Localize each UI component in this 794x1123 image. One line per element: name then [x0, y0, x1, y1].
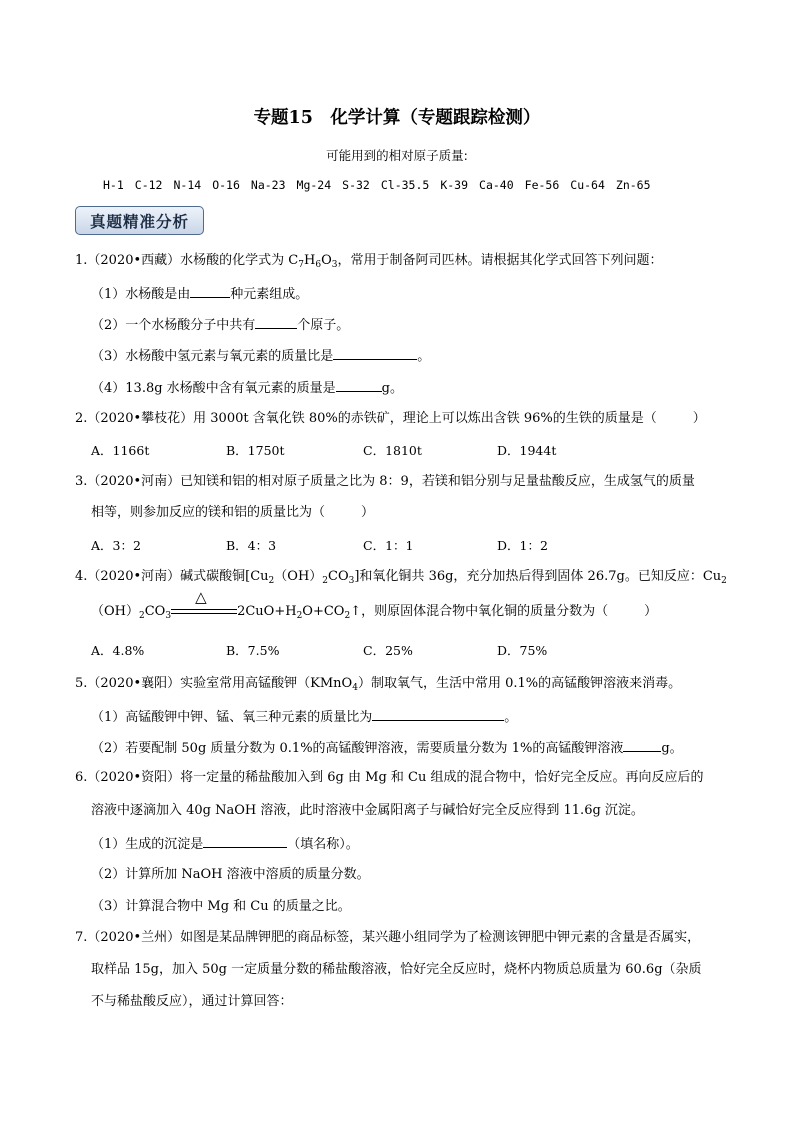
question-2-option-c[interactable]: C．1810t	[363, 443, 422, 458]
question-4-option-a[interactable]: A．4.8%	[91, 643, 145, 658]
question-3-option-d[interactable]: D．1：2	[497, 538, 548, 553]
question-4-option-c[interactable]: C．25%	[363, 643, 413, 658]
answer-blank[interactable]	[190, 284, 230, 298]
question-5-part-2: （2）若要配制 50g 质量分数为 0.1%的高锰酸钾溶液，需要质量分数为 1%的高锰酸钾溶液 g。	[91, 738, 683, 758]
question-1-part-2: （2）一个水杨酸分子中共有 个原子。	[91, 315, 349, 335]
question-6-part-3: （3）计算混合物中 Mg 和 Cu 的质量之比。	[91, 899, 351, 914]
question-4-option-d[interactable]: D．75%	[497, 643, 548, 658]
mass-item: Ca-40	[479, 178, 514, 192]
heat-equals-sign	[171, 587, 237, 619]
question-1-part-1: （1）水杨酸是由 种元素组成。	[91, 284, 308, 304]
question-2-option-b[interactable]: B．1750t	[226, 443, 285, 458]
question-7-stem-cont-2: 不与稀盐酸反应），通过计算回答：	[91, 994, 293, 1009]
question-4-stem: 4.（2020•河南）碱式碳酸铜$[Cu_2(OH)_2CO_3]$和氧化铜共 36g，充分加热后得到固体 26.7g。已知反应：$Cu_2$	[75, 569, 727, 586]
mass-item: H-1	[103, 178, 124, 192]
question-5-stem: 5.（2020•襄阳）实验室常用高锰酸钾（KMnO$_4$）制取氧气，生活中常用 0.1%的高锰酸钾溶液来消毒。	[75, 676, 682, 693]
section-banner: 真题精准分析	[75, 206, 204, 235]
question-6-stem: 6.（2020•资阳）将一定量的稀盐酸加入到 6g 由 Mg 和 Cu 组成的混合物中，恰好完全反应。再向反应后的	[75, 770, 704, 785]
answer-blank[interactable]	[623, 738, 661, 752]
atomic-mass-heading: 可能用到的相对原子质量:	[326, 148, 468, 163]
question-3-stem: 3.（2020•河南）已知镁和铝的相对原子质量之比为 8：9，若镁和铝分别与足量盐酸反应，生成氢气的质量	[75, 474, 695, 489]
question-1-stem: 1.（2020•西藏）水杨酸的化学式为 $C_7H_6O_3$，常用于制备阿司匹林。请根据其化学式回答下列问题：	[75, 253, 663, 270]
question-6-part-1: （1）生成的沉淀是 （填名称）。	[91, 834, 359, 854]
mass-item: N-14	[173, 178, 202, 192]
question-2-stem: 2.（2020•攀枝花）用 3000t 含氧化铁 80%的赤铁矿，理论上可以炼出含铁 96%的生铁的质量是（ ）	[75, 411, 706, 426]
mass-item: Mg-24	[296, 178, 332, 192]
mass-item: Na-23	[250, 178, 286, 192]
question-2-option-d[interactable]: D．1944t	[497, 443, 557, 458]
answer-blank[interactable]	[255, 315, 297, 329]
answer-blank[interactable]	[336, 378, 382, 392]
document-title: 专题15 化学计算（专题跟踪检测）	[253, 108, 541, 128]
question-7-stem-cont: 取样品 15g，加入 50g 一定质量分数的稀盐酸溶液，恰好完全反应时，烧杯内物质总质量为 60.6g（杂质	[91, 962, 702, 977]
question-4-equation: $(OH)_2CO_3$ △ $2CuO+H_2O+CO_2↑$，则原固体混合物中氧化铜的质量分数为（ ）	[91, 587, 658, 621]
question-2-option-a[interactable]: A．1166t	[91, 443, 150, 458]
question-4-option-b[interactable]: B．7.5%	[226, 643, 280, 658]
question-5-part-1: （1）高锰酸钾中钾、锰、氧三种元素的质量比为 。	[91, 707, 517, 727]
question-3-option-c[interactable]: C．1：1	[363, 538, 414, 553]
mass-item: O-16	[212, 178, 240, 192]
question-7-stem: 7.（2020•兰州）如图是某品牌钾肥的商品标签，某兴趣小组同学为了检测该钾肥中钾元素的含量是否属实，	[75, 930, 701, 945]
mass-item: Zn-65	[615, 178, 651, 192]
question-1-part-3: （3）水杨酸中氢元素与氧元素的质量比是 。	[91, 346, 430, 366]
answer-blank[interactable]	[333, 346, 417, 360]
mass-item: Cu-64	[570, 178, 605, 192]
answer-blank[interactable]	[203, 834, 287, 848]
question-3-stem-cont: 相等，则参加反应的镁和铝的质量比为（ ）	[91, 505, 375, 520]
delta-heat-icon: △	[195, 587, 207, 606]
answer-blank[interactable]	[372, 707, 504, 721]
mass-item: Cl-35.5	[380, 178, 430, 192]
question-3-option-a[interactable]: A．3：2	[91, 538, 141, 553]
mass-item: K-39	[440, 178, 469, 192]
atomic-mass-list	[103, 178, 662, 192]
question-6-stem-cont: 溶液中逐滴加入 40g NaOH 溶液，此时溶液中金属阳离子与碱恰好完全反应得到 11.6g 沉淀。	[91, 803, 644, 818]
mass-item: C-12	[134, 178, 163, 192]
mass-item: Fe-56	[524, 178, 560, 192]
question-3-option-b[interactable]: B．4：3	[226, 538, 277, 553]
question-1-part-4: （4）13.8g 水杨酸中含有氧元素的质量是 g。	[91, 378, 403, 398]
mass-item: S-32	[342, 178, 370, 192]
question-6-part-2: （2）计算所加 NaOH 溶液中溶质的质量分数。	[91, 867, 370, 882]
